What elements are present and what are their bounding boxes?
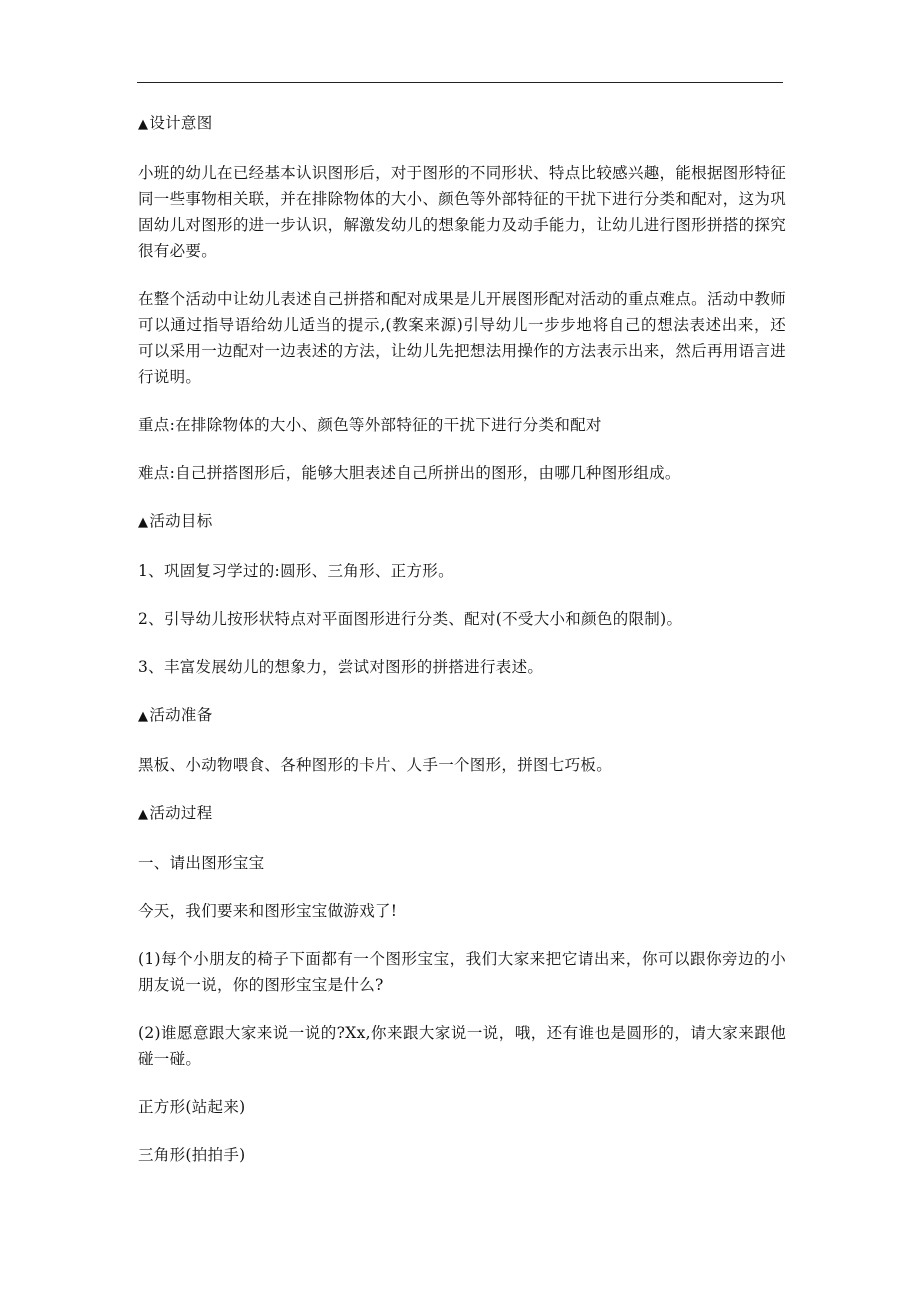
paragraph: 小班的幼儿在已经基本认识图形后，对于图形的不同形状、特点比较感兴趣，能根据图形特征同一些事物相关联，并在排除物体的大小、颜色等外部特征的干扰下进行分类和配对，这为巩固幼儿对图形的进一步认识，解激发幼儿的想象能力及动手能力，让幼儿进行图形拼搭的探究很有必要。 bbox=[138, 164, 786, 260]
document-body bbox=[138, 110, 786, 1190]
goal-item: 1、巩固复习学过的:圆形、三角形、正方形。 bbox=[138, 562, 454, 580]
difficult-point: 难点:自己拼搭图形后，能够大胆表述自己所拼出的图形，由哪几种图形组成。 bbox=[138, 464, 681, 482]
paragraph: 三角形(拍拍手) bbox=[138, 1146, 246, 1164]
triangle-icon: ▲ bbox=[138, 807, 149, 822]
paragraph: (2)谁愿意跟大家来说一说的?Xx,你来跟大家说一说，哦，还有谁也是圆形的，请大家来跟他碰一碰。 bbox=[138, 1024, 786, 1068]
goal-item: 2、引导幼儿按形状特点对平面图形进行分类、配对(不受大小和颜色的限制)。 bbox=[138, 610, 683, 628]
subheading: 一、请出图形宝宝 bbox=[138, 854, 265, 872]
goal-item: 3、丰富发展幼儿的想象力，尝试对图形的拼搭进行表述。 bbox=[138, 658, 544, 676]
triangle-icon: ▲ bbox=[138, 709, 149, 724]
paragraph: 今天，我们要来和图形宝宝做游戏了! bbox=[138, 902, 398, 920]
header-rule bbox=[137, 82, 783, 83]
paragraph: 正方形(站起来) bbox=[138, 1098, 246, 1116]
triangle-icon: ▲ bbox=[138, 117, 149, 132]
heading-activity-preparation: ▲活动准备 bbox=[138, 702, 786, 730]
heading-design-intent: ▲设计意图 bbox=[138, 110, 786, 138]
triangle-icon: ▲ bbox=[138, 515, 149, 530]
heading-activity-process: ▲活动过程 bbox=[138, 800, 786, 828]
paragraph: 黑板、小动物喂食、各种图形的卡片、人手一个图形，拼图七巧板。 bbox=[138, 756, 613, 774]
paragraph: 在整个活动中让幼儿表述自己拼搭和配对成果是儿开展图形配对活动的重点难点。活动中教师可以通过指导语给幼儿适当的提示,(教案来源)引导幼儿一步步地将自己的想法表述出来，还可以采用一边配对一边表述的方法，让幼儿先把想法用操作的方法表示出来，然后再用语言进行说明。 bbox=[138, 290, 786, 386]
heading-activity-goals: ▲活动目标 bbox=[138, 508, 786, 536]
paragraph: (1)每个小朋友的椅子下面都有一个图形宝宝，我们大家来把它请出来，你可以跟你旁边的小朋友说一说，你的图形宝宝是什么? bbox=[138, 950, 786, 994]
key-point: 重点:在排除物体的大小、颜色等外部特征的干扰下进行分类和配对 bbox=[138, 416, 602, 434]
